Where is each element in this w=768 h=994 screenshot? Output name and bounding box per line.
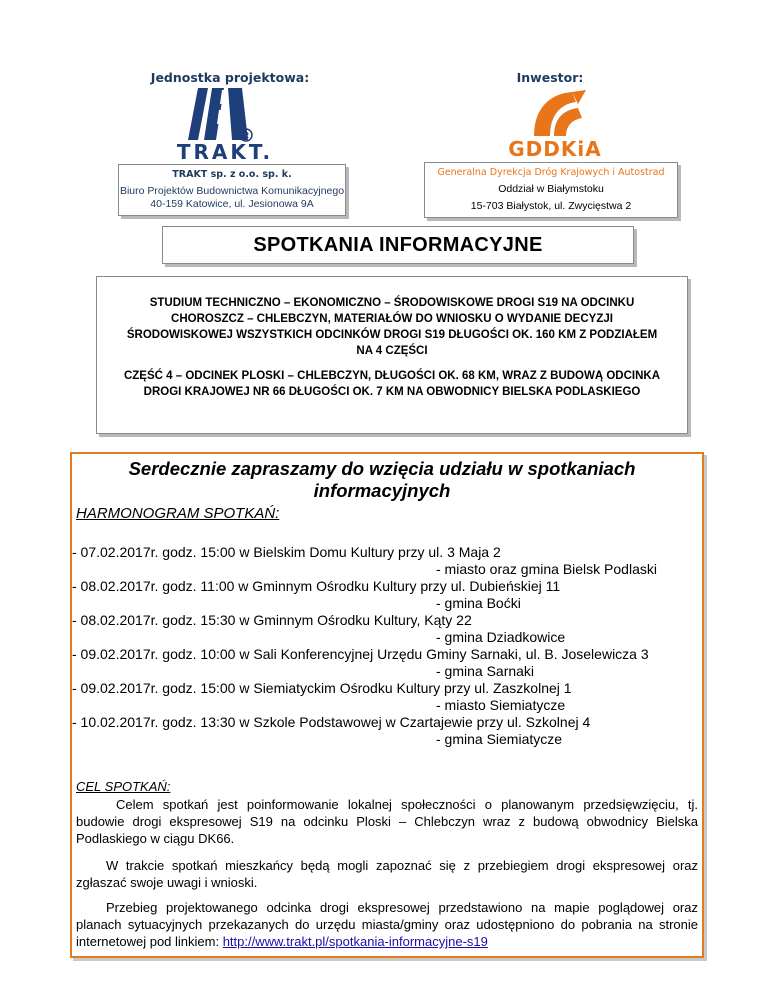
- goal-paragraph1: [76, 796, 698, 847]
- meeting-item: [72, 612, 704, 645]
- project-scope-box: [96, 276, 688, 434]
- meeting-item: [72, 680, 704, 713]
- meeting-item: [72, 544, 704, 577]
- meeting-item: [72, 646, 704, 679]
- meeting-area: - gmina Boćki: [436, 594, 521, 611]
- meeting-item: [72, 714, 704, 747]
- goal-paragraph2-text: W trakcie spotkań mieszkańcy będą mogli zapoznać się z przebiegiem drogi ekspresowej oraz zgłaszać swoje uwagi i wnioski.: [76, 858, 698, 890]
- designer-address-box: [118, 164, 346, 216]
- investor-label: Inwestor:: [516, 70, 584, 85]
- goal-heading: CEL SPOTKAŃ:: [76, 779, 171, 794]
- invitation-heading: Serdecznie zapraszamy do wzięcia udziału w spotkaniach informacyjnych: [128, 458, 636, 501]
- goal-paragraph3: [76, 899, 698, 950]
- investor-address-line1: Oddział w Białymstoku: [498, 183, 604, 195]
- project-scope-paragraph2: CZĘŚĆ 4 – ODCINEK PLOSKI – CHLEBCZYN, DŁUGOŚCI OK. 68 KM, WRAZ Z BUDOWĄ ODCINKA DROGI KRAJOWEJ NR 66 DŁUGOŚCI OK. 7 KM NA OBWODNICY BIELSKA PODLASKIEGO: [123, 370, 661, 398]
- meeting-details: - 09.02.2017r. godz. 15:00 w Siemiatyckim Ośrodku Kultury przy ul. Zaszkolnej 1: [72, 680, 572, 696]
- meeting-area: - miasto oraz gmina Bielsk Podlaski: [436, 560, 657, 577]
- goal-paragraph2: [76, 857, 698, 891]
- project-scope-paragraph1: STUDIUM TECHNICZNO – EKONOMICZNO – ŚRODOWISKOWE DROGI S19 NA ODCINKU CHOROSZCZ – CHLEBCZYN, MATERIAŁÓW DO WNIOSKU O WYDANIE DECYZJI ŚRODOWISKOWEJ WSZYSTKICH ODCINKÓW DROGI S19 DŁUGOŚCI OK. 160 KM Z PODZIAŁEM NA 4 CZĘŚCI: [126, 297, 658, 357]
- investor-address-box: [424, 162, 678, 218]
- page-title: SPOTKANIA INFORMACYJNE: [162, 226, 634, 264]
- meeting-area: - gmina Siemiatycze: [436, 730, 563, 747]
- meeting-details: - 08.02.2017r. godz. 11:00 w Gminnym Ośrodku Kultury przy ul. Dubieńskiej 11: [72, 578, 561, 594]
- designer-label: Jednostka projektowa:: [150, 70, 310, 85]
- gddkia-logo-text: GDDKiA: [508, 137, 602, 161]
- goal-paragraph3-text: Przebieg projektowanego odcinka drogi ekspresowej przedstawiono na mapie poglądowej oraz planach sytuacyjnych przekazanych do urzędu miasta/gminy oraz udostępniono do pobrania na stronie internetowej pod linkiem:: [76, 900, 698, 949]
- designer-address-line1: Biuro Projektów Budownictwa Komunikacyjnego: [119, 185, 345, 197]
- investor-company-name: Generalna Dyrekcja Dróg Krajowych i Autostrad: [437, 167, 665, 178]
- meeting-details: - 07.02.2017r. godz. 15:00 w Bielskim Domu Kultury przy ul. 3 Maja 2: [72, 544, 501, 560]
- schedule-heading: HARMONOGRAM SPOTKAŃ:: [76, 505, 280, 522]
- meeting-list: [72, 544, 704, 747]
- meeting-area: - gmina Sarnaki: [436, 662, 535, 679]
- gddkia-logo-mark: [490, 88, 620, 138]
- trakt-logo-text: TRAKT.: [176, 140, 274, 164]
- meeting-area: - miasto Siemiatycze: [436, 696, 566, 713]
- trakt-logo: [150, 88, 300, 164]
- meeting-details: - 10.02.2017r. godz. 13:30 w Szkole Podstawowej w Czartajewie przy ul. Szkolnej 4: [72, 714, 591, 730]
- meeting-details: - 08.02.2017r. godz. 15:30 w Gminnym Ośrodku Kultury, Kąty 22: [72, 612, 472, 628]
- meeting-item: [72, 578, 704, 611]
- svg-text:R: R: [243, 131, 249, 140]
- designer-company-name: TRAKT sp. z o.o. sp. k.: [172, 169, 292, 180]
- designer-address-line2: 40-159 Katowice, ul. Jesionowa 9A: [150, 198, 314, 210]
- gddkia-logo: [490, 88, 620, 160]
- meeting-area: - gmina Dziadkowice: [436, 628, 566, 645]
- goal-paragraph1-text: Celem spotkań jest poinformowanie lokalnej społeczności o planowanym przedsięwzięciu, tj. budowie drogi ekspresowej S19 na odcinku Ploski – Chlebczyn wraz z budową obwodnicy Bielska Podlaskiego w ciągu DK66.: [76, 797, 698, 846]
- meeting-details: - 09.02.2017r. godz. 10:00 w Sali Konferencyjnej Urzędu Gminy Sarnaki, ul. B. Joselewicza 3: [72, 646, 649, 662]
- investor-address-line2: 15-703 Białystok, ul. Zwycięstwa 2: [470, 200, 632, 212]
- s19-meetings-link[interactable]: http://www.trakt.pl/spotkania-informacyjne-s19: [222, 934, 488, 949]
